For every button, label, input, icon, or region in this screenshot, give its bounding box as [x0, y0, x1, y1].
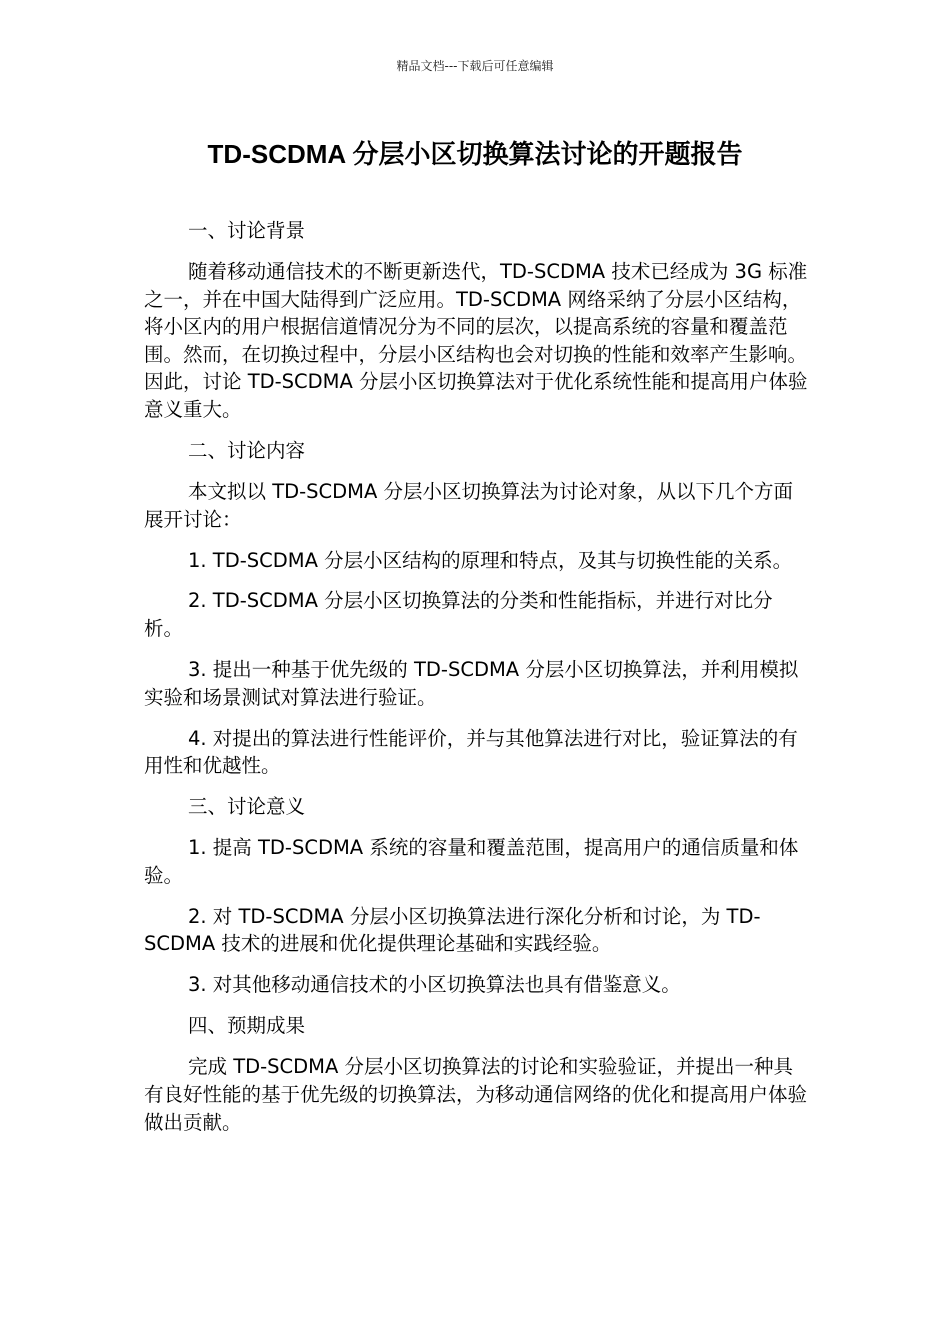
significance-list-item: 1. 提高 TD-SCDMA 系统的容量和覆盖范围，提高用户的通信质量和体验。 — [144, 836, 799, 887]
significance-list-item: 2. 对 TD-SCDMA 分层小区切换算法进行深化分析和讨论，为 TD-SCDMA 技术的进展和优化提供理论基础和实践经验。 — [144, 904, 761, 956]
results-paragraph: 完成 TD-SCDMA 分层小区切换算法的讨论和实验验证，并提出一种具有良好性能的基于优先级的切换算法，为移动通信网络的优化和提高用户体验做出贡献。 — [144, 1055, 808, 1134]
content-intro-paragraph: 本文拟以 TD-SCDMA 分层小区切换算法为讨论对象，从以下几个方面展开讨论： — [144, 479, 794, 531]
content-list-item: 4. 对提出的算法进行性能评价，并与其他算法进行对比，验证算法的有用性和优越性。 — [144, 726, 798, 778]
section-heading-content: 二、讨论内容 — [188, 438, 306, 462]
section-heading-results: 四、预期成果 — [188, 1014, 306, 1038]
document-body — [144, 217, 808, 1150]
content-list-item: 3. 提出一种基于优先级的 TD-SCDMA 分层小区切换算法，并利用模拟实验和场景测试对算法进行验证。 — [144, 658, 799, 709]
section-heading-background: 一、讨论背景 — [188, 219, 306, 242]
significance-list-item: 3. 对其他移动通信技术的小区切换算法也具有借鉴意义。 — [188, 973, 681, 997]
document-title: TD-SCDMA 分层小区切换算法讨论的开题报告 — [207, 139, 743, 169]
content-list-item: 2. TD-SCDMA 分层小区切换算法的分类和性能指标，并进行对比分析。 — [144, 589, 773, 641]
section-heading-significance: 三、讨论意义 — [188, 795, 306, 819]
header-note: 精品文档---下载后可任意编辑 — [396, 59, 554, 73]
content-list-item: 1. TD-SCDMA 分层小区结构的原理和特点，及其与切换性能的关系。 — [188, 548, 793, 572]
background-paragraph: 随着移动通信技术的不断更新迭代，TD-SCDMA 技术已经成为 3G 标准之一，并在中国大陆得到广泛应用。TD-SCDMA 网络采纳了分层小区结构，将小区内的用户根据信道情况分为不同的层次，以提高系统的容量和覆盖范围。然而，在切换过程中，分层小区结构也会对切换的性能和效率产生影响。因此，讨论 TD-SCDMA 分层小区切换算法对于优化系统性能和提高用户体验意义重大。 — [144, 259, 808, 421]
